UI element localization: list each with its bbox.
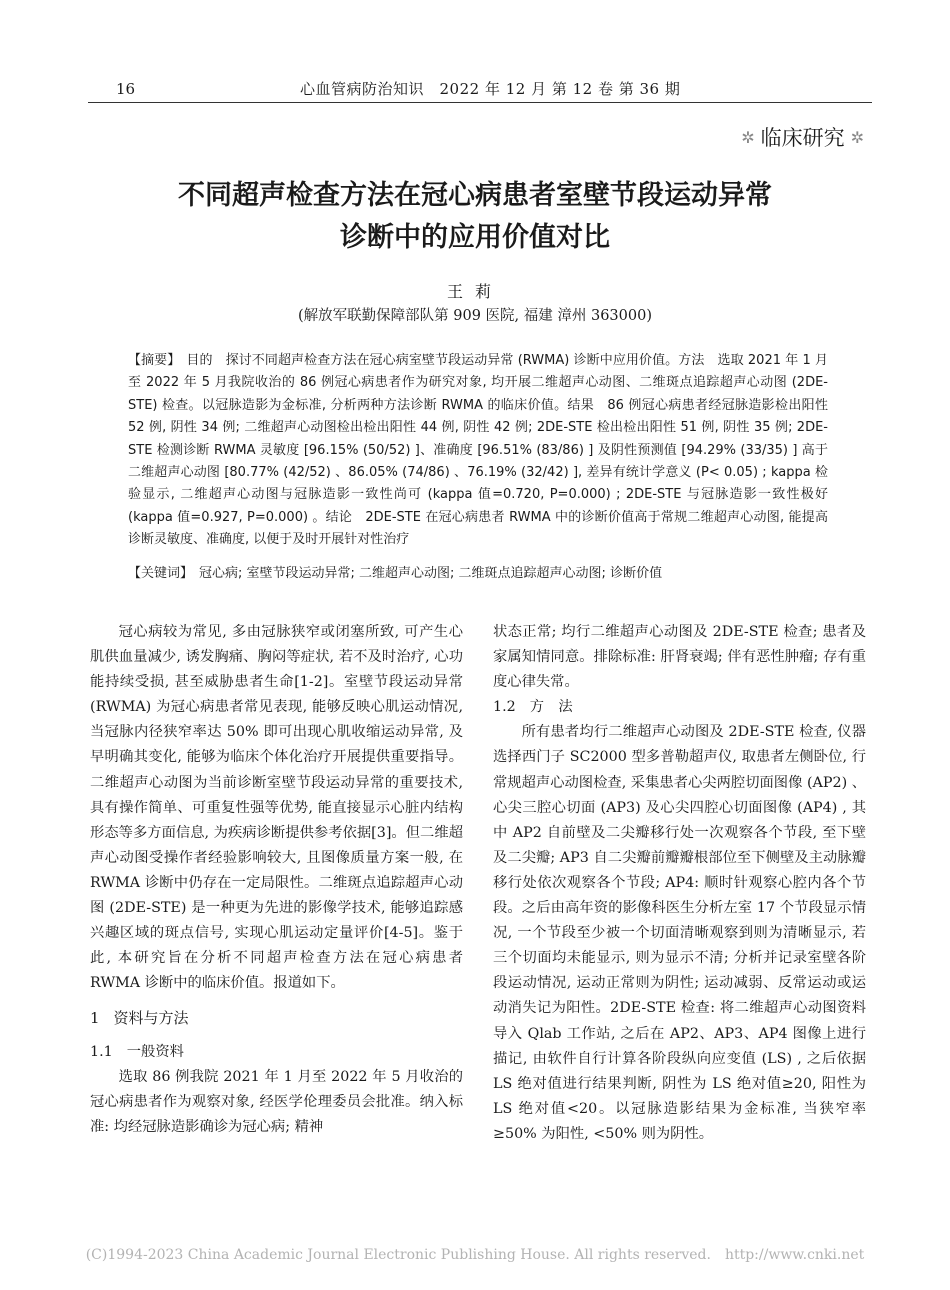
header-rule bbox=[88, 102, 872, 103]
methods-paragraph: 所有患者均行二维超声心动图及 2DE-STE 检查, 仪器选择西门子 SC2000 型多普勒超声仪, 取患者左侧卧位, 行常规超声心动图检查, 采集患者心尖两腔切面图像 (AP2) 、心尖三腔心切面 (AP3) 及心尖四腔心切面图像 (AP4) , 其中 AP2 自前壁及二尖瓣移行处一次观察各个节段, 至下壁及二尖瓣; AP3 自二尖瓣前瓣瓣根部位至下侧壁及主动脉瓣移行处依次观察各个节段; AP4: 顺时针观察心腔内各个节段。之后由高年资的影像科医生分析左室 17 个节段显示情况, 一个节段至少被一个切面清晰观察到则为清晰显示, 若三个切面均未能显示, 则为显示不清; 分析并记录室壁各阶段运动情况, 运动正常则为阴性; 运动减弱、反常运动或运动消失记为阳性。2DE-STE 检查: 将二维超声心动图资料导入 Qlab 工作站, 之后在 AP2、AP3、AP4 图像上进行描记, 由软件自行计算各阶段纵向应变值 (LS) , 之后依据 LS 绝对值进行结果判断, 阴性为 LS 绝对值≥20, 阳性为 LS 绝对值<20。以冠脉造影结果为金标准, 当狭窄率≥50% 为阳性, <50% 则为阴性。 bbox=[493, 724, 866, 1142]
general-data-paragraph: 选取 86 例我院 2021 年 1 月至 2022 年 5 月收治的冠心病患者作为观察对象, 经医学伦理委员会批准。纳入标准: 均经冠脉造影确诊为冠心病; 精神 bbox=[90, 1068, 463, 1135]
heading-number: 1.1 bbox=[90, 1043, 113, 1060]
abstract-label: 【摘要】 bbox=[128, 353, 181, 368]
body-left-column bbox=[90, 620, 463, 1140]
abstract bbox=[128, 350, 828, 552]
copyright-watermark: (C)1994-2023 China Academic Journal Electronic Publishing House. All rights reserved. http://www.cnki.net bbox=[85, 1247, 865, 1263]
criteria-paragraph: 状态正常; 均行二维超声心动图及 2DE-STE 检查; 患者及家属知情同意。排除标准: 肝肾衰竭; 伴有恶性肿瘤; 存有重度心律失常。 bbox=[493, 624, 866, 691]
heading-methods bbox=[493, 695, 866, 720]
heading-text: 方 法 bbox=[529, 699, 573, 716]
section-label bbox=[741, 122, 864, 152]
title-line-2: 诊断中的应用价值对比 bbox=[340, 222, 610, 253]
flower-icon: ✲ bbox=[741, 127, 755, 147]
heading-number: 1 bbox=[90, 1009, 100, 1028]
journal-header: 心血管病防治知识 2022 年 12 月 第 12 卷 第 36 期 bbox=[300, 80, 681, 98]
heading-text: 资料与方法 bbox=[113, 1009, 189, 1028]
flower-icon: ✲ bbox=[850, 127, 864, 147]
heading-general-data bbox=[90, 1040, 463, 1065]
heading-number: 1.2 bbox=[493, 699, 516, 716]
abstract-text: 目的 探讨不同超声检查方法在冠心病室壁节段运动异常 (RWMA) 诊断中应用价值。方法 选取 2021 年 1 月至 2022 年 5 月我院收治的 86 例冠心病患者作为研究对象, 均开展二维超声心动图、二维斑点追踪超声心动图 (2DE-STE) 检查。以冠脉造影为金标准, 分析两种方法诊断 RWMA 的临床价值。结果 86 例冠心病患者经冠脉造影检出阳性 52 例, 阴性 34 例; 二维超声心动图检出检出阳性 44 例, 阴性 42 例; 2DE-STE 检出检出阳性 51 例, 阴性 35 例; 2DE-STE 检测诊断 RWMA 灵敏度 [96.15% (50/52) ]、准确度 [96.51% (83/86) ] 及阴性预测值 [94.29% (33/35) ] 高于二维超声心动图 [80.77% (42/52) 、86.05% (74/86) 、76.19% (32/42) ], 差异有统计学意义 (P< 0.05) ; kappa 检验显示, 二维超声心动图与冠脉造影一致性尚可 (kappa 值=0.720, P=0.000) ; 2DE-STE 与冠脉造影一致性极好 (kappa 值=0.927, P=0.000) 。结论 2DE-STE 在冠心病患者 RWMA 中的诊断价值高于常规二维超声心动图, 能提高诊断灵敏度、准确度, 以便于及时开展针对性治疗 bbox=[128, 353, 828, 548]
keywords-text: 冠心病; 室壁节段运动异常; 二维超声心动图; 二维斑点追踪超声心动图; 诊断价值 bbox=[199, 566, 663, 581]
keywords bbox=[128, 563, 828, 585]
intro-paragraph: 冠心病较为常见, 多由冠脉狭窄或闭塞所致, 可产生心肌供血量减少, 诱发胸痛、胸闷等症状, 若不及时治疗, 心功能持续受损, 甚至威胁患者生命[1-2]。室壁节段运动异常 (RWMA) 为冠心病患者常见表现, 能够反映心肌运动情况, 当冠脉内径狭窄率达 50% 即可出现心肌收缩运动异常, 及早明确其变化, 能够为临床个体化治疗开展提供重要指导。二维超声心动图为当前诊断室壁节段运动异常的重要技术, 具有操作简单、可重复性强等优势, 能直接显示心脏内结构形态等多方面信息, 为疾病诊断提供参考依据[3]。但二维超声心动图受操作者经验影响较大, 且图像质量方案一般, 在 RWMA 诊断中仍存在一定局限性。二维斑点追踪超声心动图 (2DE-STE) 是一种更为先进的影像学技术, 能够追踪感兴趣区域的斑点信号, 实现心肌运动定量评价[4-5]。鉴于此, 本研究旨在分析不同超声检查方法在冠心病患者 RWMA 诊断中的临床价值。报道如下。 bbox=[90, 624, 463, 992]
page-number: 16 bbox=[116, 80, 136, 98]
keywords-label: 【关键词】 bbox=[128, 566, 194, 581]
affiliation: (解放军联勤保障部队第 909 医院, 福建 漳州 363000) bbox=[298, 308, 652, 324]
author: 王莉 bbox=[446, 282, 503, 301]
section-text: 临床研究 bbox=[760, 126, 845, 150]
heading-materials-methods bbox=[90, 1006, 463, 1031]
article-title bbox=[0, 175, 950, 259]
heading-text: 一般资料 bbox=[126, 1043, 184, 1060]
title-line-1: 不同超声检查方法在冠心病患者室壁节段运动异常 bbox=[178, 180, 772, 211]
body-right-column bbox=[493, 620, 866, 1147]
